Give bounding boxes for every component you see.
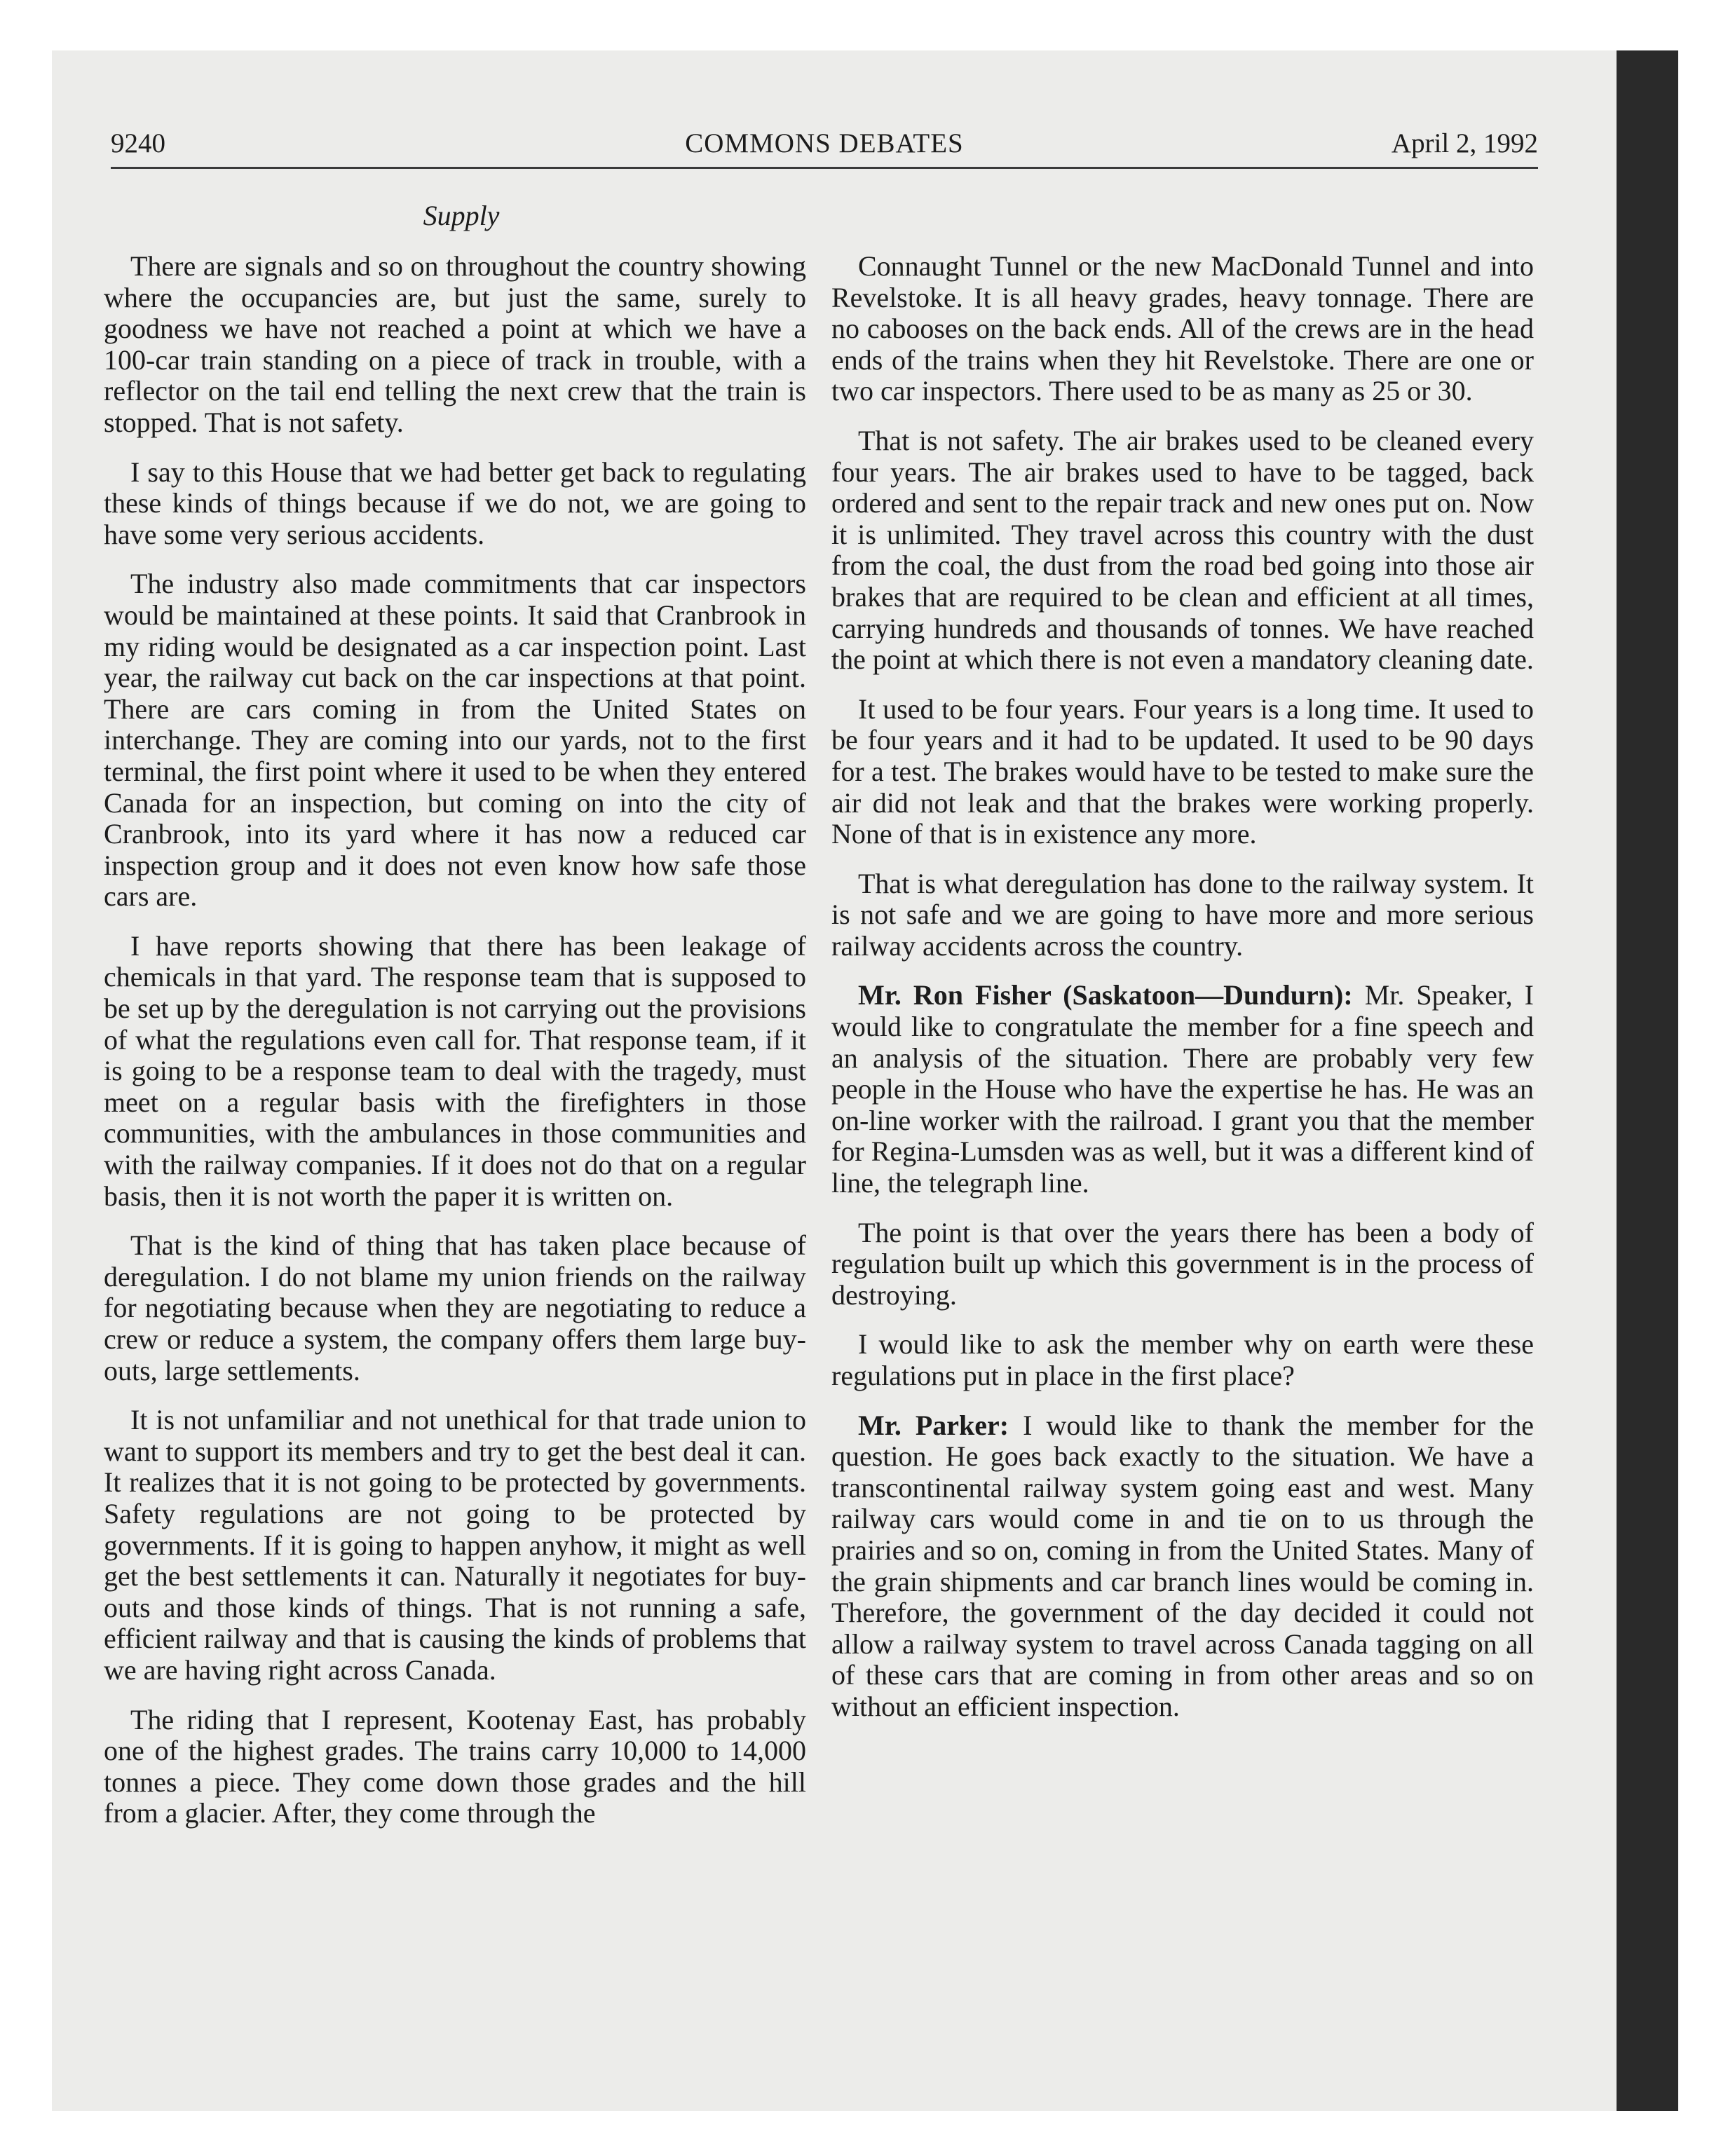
left-column [104, 251, 806, 1848]
speech-paragraph [831, 1410, 1534, 1723]
publication-title: COMMONS DEBATES [685, 128, 964, 158]
paragraph: It used to be four years. Four years is a long time. It used to be four years and it had to be updated. It used to be 90 days for a test. The brakes would have to be tested to make sure the air did not leak and that the brakes were working properly. None of that is in existence any more. [831, 692, 1534, 850]
paragraph: I say to this House that we had better get back to regulating these kinds of things because if we do not, we are going to have some very serious accidents. [104, 456, 806, 550]
paragraph: It is not unfamiliar and not unethical for that trade union to want to support its members and try to get the best deal it can. It realizes that it is not going to be protected by governments. Safety regulations are not going to be protected by governments. If it is going to happen anyhow, it might as well get the best settlements it can. Naturally it negotiates for buy-outs and those kinds of things. That is not running a safe, efficient railway and that is causing the kinds of problems that we are having right across Canada. [104, 1404, 806, 1686]
right-column [831, 251, 1534, 1741]
paragraph: The riding that I represent, Kootenay East, has probably one of the highest grades. The trains carry 10,000 to 14,000 tonnes a piece. They come down those grades and the hill from a glacier. After, they come through the [104, 1703, 806, 1829]
speaker-name: Mr. Ron Fisher (Saskatoon—Dundurn): [858, 979, 1353, 1011]
paragraph: I have reports showing that there has been leakage of chemicals in that yard. The response team that is supposed to be set up by the deregulation is not carrying out the provisions of what the regulations even call for. That response team, if it is going to be a response team to deal with the tragedy, must meet on a regular basis with the firefighters in those communities, with the ambulances in those communities and with the railway companies. If it does not do that on a regular basis, then it is not worth the paper it is written on. [104, 929, 806, 1212]
paragraph: That is what deregulation has done to the railway system. It is not safe and we are going to have more and more serious railway accidents across the country. [831, 867, 1534, 962]
page-number: 9240 [111, 128, 165, 158]
paragraph: That is the kind of thing that has taken place because of deregulation. I do not blame my union friends on the railway for negotiating because when they are negotiating to reduce a crew or reduce a system, the company offers them large buy-outs, large settlements. [104, 1229, 806, 1386]
speaker-name: Mr. Parker: [858, 1409, 1009, 1441]
speech-text: I would like to thank the member for the question. He goes back exactly to the situation. We have a transcontinental railway system going east and west. Many railway cars would come in and tie on to us through the prairies and so on, coming in from the United States. Many of the grain shipments and car branch lines would be coming in. Therefore, the government of the day decided it could not allow a railway system to travel across Canada tagging on all of these cars that are coming in from other areas and so on without an efficient inspection. [831, 1409, 1534, 1722]
publication-date: April 2, 1992 [1391, 128, 1538, 158]
paragraph: Connaught Tunnel or the new MacDonald Tunnel and into Revelstoke. It is all heavy grades, heavy tonnage. There are no cabooses on the back ends. All of the crews are in the head ends of the trains when they hit Revelstoke. There are one or two car inspectors. There used to be as many as 25 or 30. [831, 250, 1534, 407]
section-label: Supply [423, 200, 500, 231]
scan-edge-bar [1617, 50, 1678, 2111]
speech-paragraph [831, 980, 1534, 1199]
paragraph: The point is that over the years there has been a body of regulation built up which this government is in the process of destroying. [831, 1216, 1534, 1311]
paragraph: There are signals and so on throughout the country showing where the occupancies are, but just the same, surely to goodness we have not reached a point at which we have a 100-car train standing on a piece of track in trouble, with a reflector on the tail end telling the next crew that the train is stopped. That is not safety. [104, 250, 806, 438]
paragraph: I would like to ask the member why on earth were these regulations put in place in the first place? [831, 1328, 1534, 1391]
speech-text: Mr. Speaker, I would like to congratulate the member for a fine speech and an analysis of the situation. There are probably very few people in the House who have the expertise he has. He was an on-line worker with the railroad. I grant you that the member for Regina-Lumsden was as well, but it was a different kind of line, the telegraph line. [831, 979, 1534, 1199]
paragraph: The industry also made commitments that car inspectors would be maintained at these points. It said that Cranbrook in my riding would be designated as a car inspection point. Last year, the railway cut back on the car inspections at that point. There are cars coming in from the United States on interchange. They are coming into our yards, not to the first terminal, the first point where it used to be when they entered Canada for an inspection, but coming on into the city of Cranbrook, into its yard where it has now a reduced car inspection group and it does not even know how safe those cars are. [104, 568, 806, 913]
page-header [111, 125, 1538, 169]
paragraph: That is not safety. The air brakes used to be cleaned every four years. The air brakes used to have to be tagged, back ordered and sent to the repair track and new ones put on. Now it is unlimited. They travel across this country with the dust from the coal, the dust from the road bed going into those air brakes that are required to be clean and efficient at all times, carrying hundreds and thousands of tonnes. We have reached the point at which there is not even a mandatory cleaning date. [831, 424, 1534, 676]
